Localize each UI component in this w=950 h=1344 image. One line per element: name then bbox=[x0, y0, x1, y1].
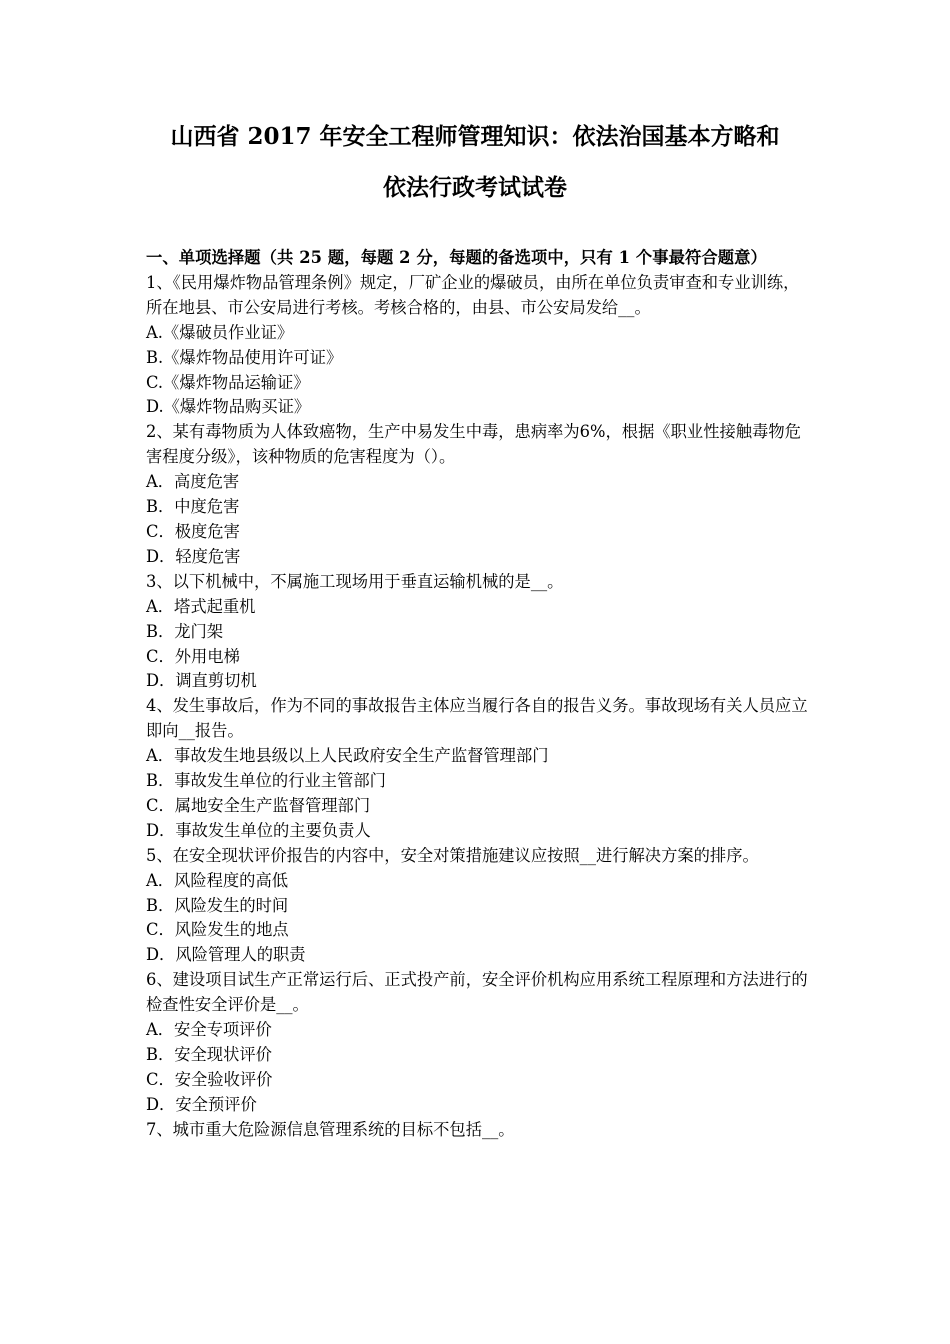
question-option: A．塔式起重机 bbox=[146, 596, 256, 616]
question-option: C．极度危害 bbox=[146, 521, 240, 541]
question-stem: 7、城市重大危险源信息管理系统的目标不包括__。 bbox=[146, 1119, 515, 1139]
question-option: A．高度危害 bbox=[146, 472, 240, 492]
question-stem: 2、某有毒物质为人体致癌物，生产中易发生中毒，患病率为6%，根据《职业性接触毒物危害程度分级》，该种物质的危害程度为（）。 bbox=[146, 422, 801, 467]
question-5 bbox=[146, 844, 814, 969]
question-option: B．安全现状评价 bbox=[146, 1045, 272, 1064]
question-option: D.《爆炸物品购买证》 bbox=[146, 397, 311, 417]
question-option: A．事故发生地县级以上人民政府安全生产监督管理部门 bbox=[146, 746, 549, 766]
question-stem: 5、在安全现状评价报告的内容中，安全对策措施建议应按照__进行解决方案的排序。 bbox=[146, 845, 759, 865]
question-stem: 6、建设项目试生产正常运行后、正式投产前，安全评价机构应用系统工程原理和方法进行的检查性安全评价是__。 bbox=[146, 970, 808, 1015]
question-stem: 3、以下机械中，不属施工现场用于垂直运输机械的是__。 bbox=[146, 571, 564, 591]
question-option: D．风险管理人的职责 bbox=[146, 945, 306, 965]
question-option: B．中度危害 bbox=[146, 497, 240, 517]
question-option: C．风险发生的地点 bbox=[146, 920, 289, 940]
question-6 bbox=[146, 968, 814, 1117]
question-option: A．风险程度的高低 bbox=[146, 870, 289, 890]
question-option: C．外用电梯 bbox=[146, 646, 240, 666]
question-option: B．龙门架 bbox=[146, 621, 224, 641]
section-heading: 一、单项选择题（共 25 题，每题 2 分，每题的备选项中，只有 1 个事最符合题意） bbox=[146, 248, 767, 267]
question-option: A.《爆破员作业证》 bbox=[146, 322, 294, 342]
question-2 bbox=[146, 420, 814, 569]
question-4 bbox=[146, 694, 814, 843]
question-option: D．调直剪切机 bbox=[146, 671, 257, 691]
question-option: C．属地安全生产监督管理部门 bbox=[146, 795, 371, 815]
question-1 bbox=[146, 271, 814, 420]
question-option: B．事故发生单位的行业主管部门 bbox=[146, 771, 386, 791]
question-option: A．安全专项评价 bbox=[146, 1020, 272, 1040]
question-option: C．安全验收评价 bbox=[146, 1069, 273, 1089]
document-body bbox=[146, 246, 814, 1143]
question-option: D．安全预评价 bbox=[146, 1094, 257, 1114]
document-title-line-2: 依法行政考试试卷 bbox=[383, 174, 567, 201]
question-option: D．轻度危害 bbox=[146, 546, 241, 566]
question-7 bbox=[146, 1118, 814, 1143]
question-option: D．事故发生单位的主要负责人 bbox=[146, 820, 371, 840]
question-stem: 4、发生事故后，作为不同的事故报告主体应当履行各自的报告义务。事故现场有关人员应立即向__报告。 bbox=[146, 696, 808, 741]
question-option: B．风险发生的时间 bbox=[146, 895, 289, 915]
question-stem: 1、《民用爆炸物品管理条例》规定，厂矿企业的爆破员，由所在单位负责审查和专业训练，所在地县、市公安局进行考核。考核合格的，由县、市公安局发给__。 bbox=[146, 272, 800, 317]
question-option: B.《爆炸物品使用许可证》 bbox=[146, 347, 343, 367]
question-option: C.《爆炸物品运输证》 bbox=[146, 372, 310, 392]
document-title-line-1: 山西省 2017 年安全工程师管理知识：依法治国基本方略和 bbox=[170, 123, 780, 150]
question-3 bbox=[146, 570, 814, 695]
